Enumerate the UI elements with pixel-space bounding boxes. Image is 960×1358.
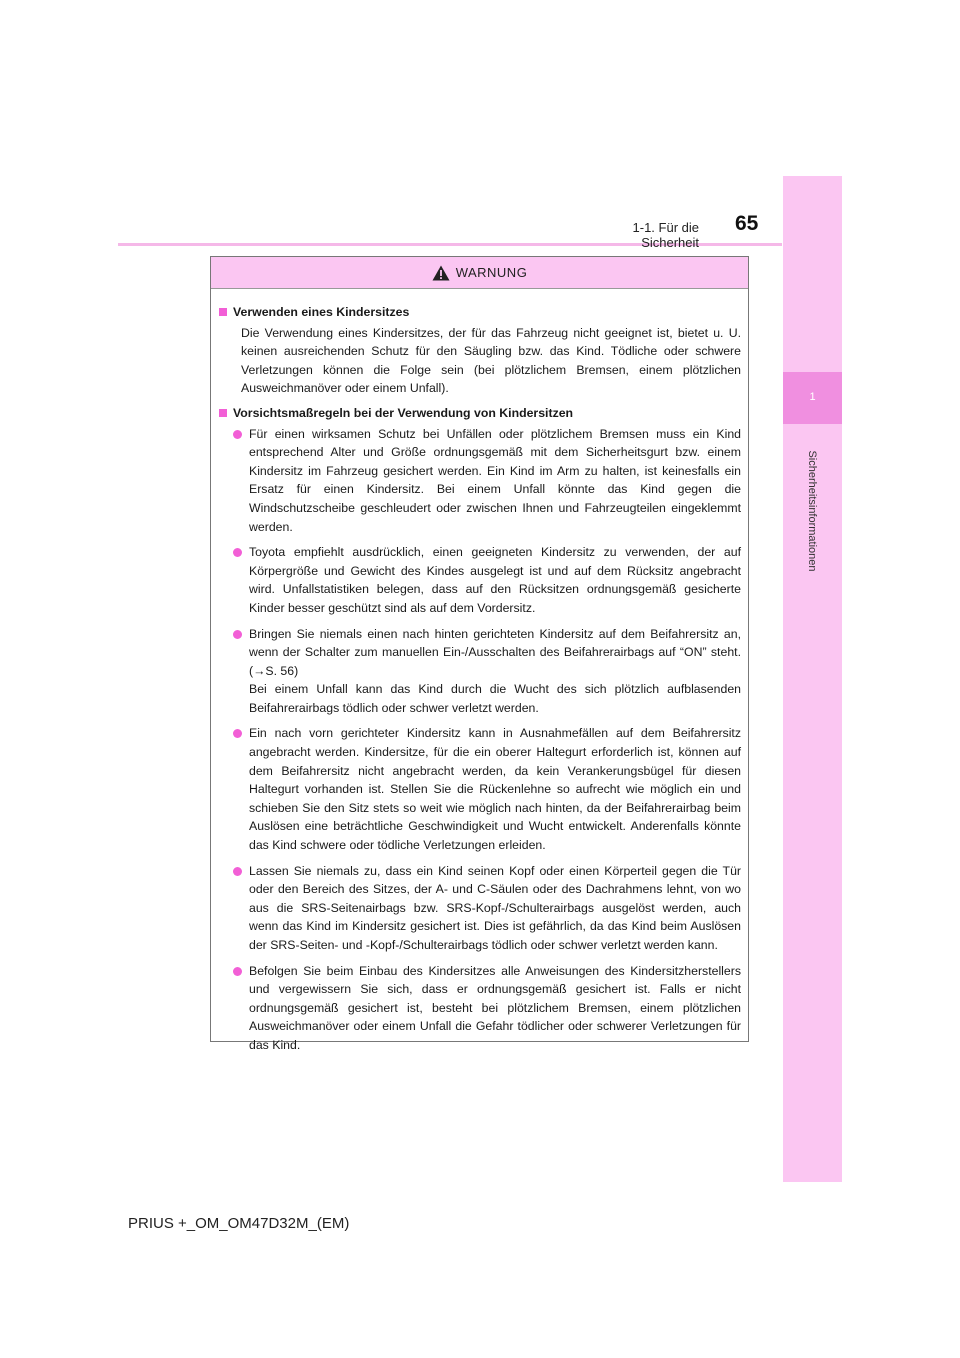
square-bullet-icon	[219, 409, 227, 417]
section-heading	[219, 303, 741, 322]
warning-box	[210, 256, 749, 1052]
list-item	[233, 625, 741, 718]
section-title: 1-1. Für die Sicherheit	[632, 220, 699, 250]
warning-header	[211, 257, 748, 289]
circle-bullet-icon	[233, 430, 242, 439]
list-item	[233, 862, 741, 955]
section-paragraph: Die Verwendung eines Kindersitzes, der für das Fahrzeug nicht geeignet ist, bietet u. U. keinen ausreichenden Schutz für den Säugling bzw. das Kind. Tödliche oder schwere Verletzungen können die Folge sein (bei plötzlichem Bremsen, einem plötzlichen Ausweichmanöver oder einem Unfall).	[241, 325, 741, 396]
section-heading-text: Verwenden eines Kindersitzes	[233, 305, 410, 319]
warning-title: WARNUNG	[455, 265, 528, 280]
warning-triangle-icon	[432, 265, 450, 281]
circle-bullet-icon	[233, 867, 242, 876]
square-bullet-icon	[219, 308, 227, 316]
list-item-text: Toyota empfiehlt ausdrücklich, einen geeigneten Kindersitz zu verwenden, der auf Körpergröße und Gewicht des Kindes ausgelegt ist und auf dem Rücksitz angebracht wird. Unfallstatistiken belegen, dass auf den Rücksitzen ordnungsgemäß gesicherte Kinder besser geschützt sind als auf dem Vordersitz.	[249, 545, 741, 615]
list-item-text: Für einen wirksamen Schutz bei Unfällen oder plötzlichem Bremsen muss ein Kind entsprechend Alter und Größe ordnungsgemäß mit dem Sicherheitsgurt bzw. einem Kindersitz im Fahrzeug gesichert werden. Ein Kind im Arm zu halten, ist keinesfalls ein Ersatz für einen Kindersitz. Bei einem Unfall könnte das Kind gegen die Windschutzscheibe geschleudert oder zwischen Ihnen und Fahrzeugteilen eingeklemmt werden.	[249, 426, 741, 534]
page-number: 65	[735, 212, 759, 235]
document-code: PRIUS +_OM_OM47D32M_(EM)	[128, 1215, 350, 1232]
list-item	[233, 425, 741, 537]
circle-bullet-icon	[233, 967, 242, 976]
list-item-text: Befolgen Sie beim Einbau des Kindersitzes alle Anweisungen des Kindersitzherstellers und vergewissern Sie sich, dass er ordnungsgemäß gesichert ist. Falls er nicht ordnungsgemäß gesichert ist, besteht bei plötzlichem Bremsen, einem plötzlichen Ausweichmanöver oder einem Unfall die Gefahr tödlicher oder schwerer Verletzungen für das Kind.	[249, 963, 741, 1052]
list-item-text: Ein nach vorn gerichteter Kindersitz kann in Ausnahmefällen auf dem Beifahrersitz angebracht werden. Kindersitze, für die ein oberer Haltegurt erforderlich ist, können auf dem Beifahrersitz nicht angebracht werden, da kein Verankerungsbügel für diesen Haltegurt vorhanden ist. Stellen Sie die Rückenlehne so aufrecht wie möglich ein und schieben Sie den Sitz stets so weit wie möglich nach hinten, da der Beifahrerairbag beim Auslösen eine beträchtliche Geschwindigkeit und Wucht entwickelt. Anderenfalls könnte das Kind schwere oder tödliche Verletzungen erleiden.	[249, 726, 741, 853]
chapter-side-tab	[783, 176, 842, 1182]
chapter-number: 1	[809, 391, 816, 403]
section-heading	[219, 404, 741, 423]
list-item-text: Bringen Sie niemals einen nach hinten gerichteten Kindersitz auf dem Beifahrersitz an, wenn der Schalter zum manuellen Ein-/Ausschalten des Beifahrerairbags auf “ON” steht. (→S. 56) Bei einem Unfall kann das Kind durch die Wucht des sich plötzlich aufblasenden Beifahrerairbags tödlich oder schwer verletzt werden.	[249, 626, 741, 715]
circle-bullet-icon	[233, 630, 242, 639]
section-heading-text: Vorsichtsmaßregeln bei der Verwendung von Kindersitzen	[233, 405, 574, 420]
list-item-text: Lassen Sie niemals zu, dass ein Kind seinen Kopf oder einen Körperteil gegen die Tür oder den Bereich des Sitzes, der A- und C-Säulen oder des Dachrahmens lehnt, von wo aus die SRS-Seitenairbags bzw. SRS-Kopf-/Schulterairbags ausgelöst werden, auch wenn das Kind im Kindersitz gesichert ist. Dies ist gefährlich, da das Kind beim Auslösen der SRS-Seiten- und -Kopf-/Schulterairbags tödlich oder schwer verletzt werden kann.	[249, 863, 741, 952]
chapter-title: Sicherheitsinformationen	[806, 450, 818, 572]
circle-bullet-icon	[233, 729, 242, 738]
list-item	[233, 962, 741, 1055]
list-item	[233, 724, 741, 854]
warning-content	[211, 289, 748, 1055]
circle-bullet-icon	[233, 548, 242, 557]
list-item	[233, 543, 741, 617]
